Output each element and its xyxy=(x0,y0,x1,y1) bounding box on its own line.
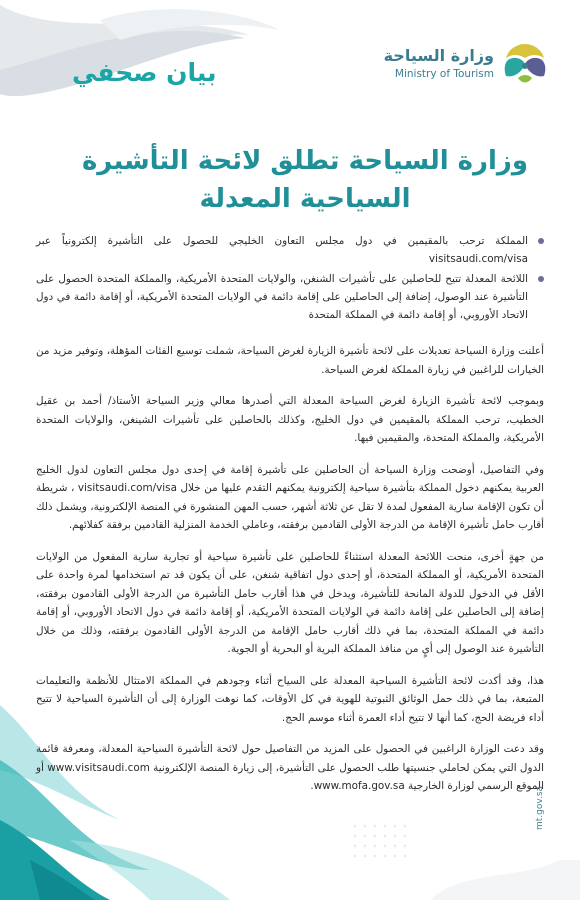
logo-english-text: Ministry of Tourism xyxy=(394,68,494,80)
title-line-2: السياحية المعدلة xyxy=(199,184,411,214)
paragraph: من جهةٍ أخرى، منحت اللائحة المعدلة استثناءً للحاصلين على تأشيرة سياحية أو تجارية سارية المفعول من الولايات المتحدة الأمريكية، أو المملكة المتحدة، أو إحدى دول اتفاقية شنغن، على أن يكون قد تم استخدامها لمرة واحدة على الأقل في الدخول للدولة المانحة للتأشيرة، ويدخل في هذا أقارب حامل التأشيرة من الدرجة الأولى القادمون برفقته، إضافة إلى الحاصلين على إقامة دائمة في الولايات المتحدة الأمريكية، أو إقامة دائمة في دول الاتحاد الأوروبي، أو إقامة دائمة في المملكة المتحدة، بما في ذلك أقارب حامل الإقامة من الدرجة الأولى القادمون برفقته، وذلك من خلال التأشيرة عند الوصول إلى أيٍ من منافذ المملكة البرية أو البحرية أو الجوية. xyxy=(36,550,544,655)
paragraph: وبموجب لائحة تأشيرة الزيارة لغرض السياحة المعدلة التي أصدرها معالي وزير السياحة الأستاذ/ أحمد بن عقيل الخطيب، ترحب المملكة بالمقيمين في دول الخليج، وكذلك بالحاصلين على تأشيرات الشينغن، والولايات المتحدة الأمريكية، والمملكة المتحدة، والمقيمين فيها. xyxy=(36,395,544,444)
body-text xyxy=(36,342,544,809)
press-release-label: بيان صحفي xyxy=(72,58,217,87)
ministry-emblem-icon xyxy=(498,38,552,88)
logo-arabic-text: وزارة السياحة xyxy=(383,46,494,65)
website-url: mt.gov.sa xyxy=(535,785,545,830)
highlights-list xyxy=(36,232,544,326)
ministry-logo xyxy=(382,38,552,88)
paragraph: وفي التفاصيل، أوضحت وزارة السياحة أن الحاصلين على تأشيرة إقامة في إحدى دول مجلس التعاون لدول الخليج العربية يمكنهم دخول المملكة بتأشيرة سياحية إلكترونية يمكنهم التقدم عليها من خلال visitsaudi.com/visa ، شريطة أن تكون الإقامة سارية المفعول لمدة لا تقل عن ثلاثة أشهر، حسب المهن المنشورة في المنصة الإلكترونية، ويشمل ذلك أقارب حامل تأشيرة الإقامة من الدرجة الأولى القادمين برفقته، وعاملي الخدمة المنزلية القادمين برفقة كفلائهم. xyxy=(36,463,544,531)
paragraph: أعلنت وزارة السياحة تعديلات على لائحة تأشيرة الزيارة لغرض السياحة، شملت توسيع الفئات المؤهلة، وتوفير مزيد من الخيارات للراغبين في زيارة المملكة لغرض السياحة. xyxy=(36,345,544,376)
title-line-1: وزارة السياحة تطلق لائحة التأشيرة xyxy=(81,146,529,176)
paragraph: هذا، وقد أكدت لائحة التأشيرة السياحية المعدلة على السياح أثناء وجودهم في المملكة الامتثال للأنظمة والتعليمات المتبعة، بما في ذلك حمل الوثائق الثبوتية للهوية في كل الأوقات، كما نوهت الوزارة إلى أن التأشيرة السياحية لا تتيح أداء فريضة الحج، كما أنها لا تتيح أداء العمرة أثناء موسم الحج. xyxy=(36,674,544,724)
list-item: اللائحة المعدلة تتيح للحاصلين على تأشيرات الشنغن، والولايات المتحدة الأمريكية، والمملكة المتحدة الحصول على التأشيرة عند الوصول، إضافة إلى الحاصلين على إقامة دائمة في الولايات المتحدة الأمريكية، أو إقامة دائمة في دول الاتحاد الأوروبي، أو إقامة دائمة في المملكة المتحدة xyxy=(36,270,544,324)
paragraph: وقد دعت الوزارة الراغبين في الحصول على المزيد من التفاصيل حول لائحة التأشيرة السياحية المعدلة، ومعرفة قائمة الدول التي يمكن لحاملي جنسيتها طلب الحصول على التأشيرة، إلى زيارة المنصة الإلكترونية www.visitsaudi.com أو الموقع الرسمي لوزارة الخارجية www.mofa.gov.sa. xyxy=(36,743,544,792)
page-title xyxy=(70,142,540,218)
list-item: المملكة ترحب بالمقيمين في دول مجلس التعاون الخليجي للحصول على التأشيرة إلكترونياً عبر visitsaudi.com/visa xyxy=(36,232,544,268)
